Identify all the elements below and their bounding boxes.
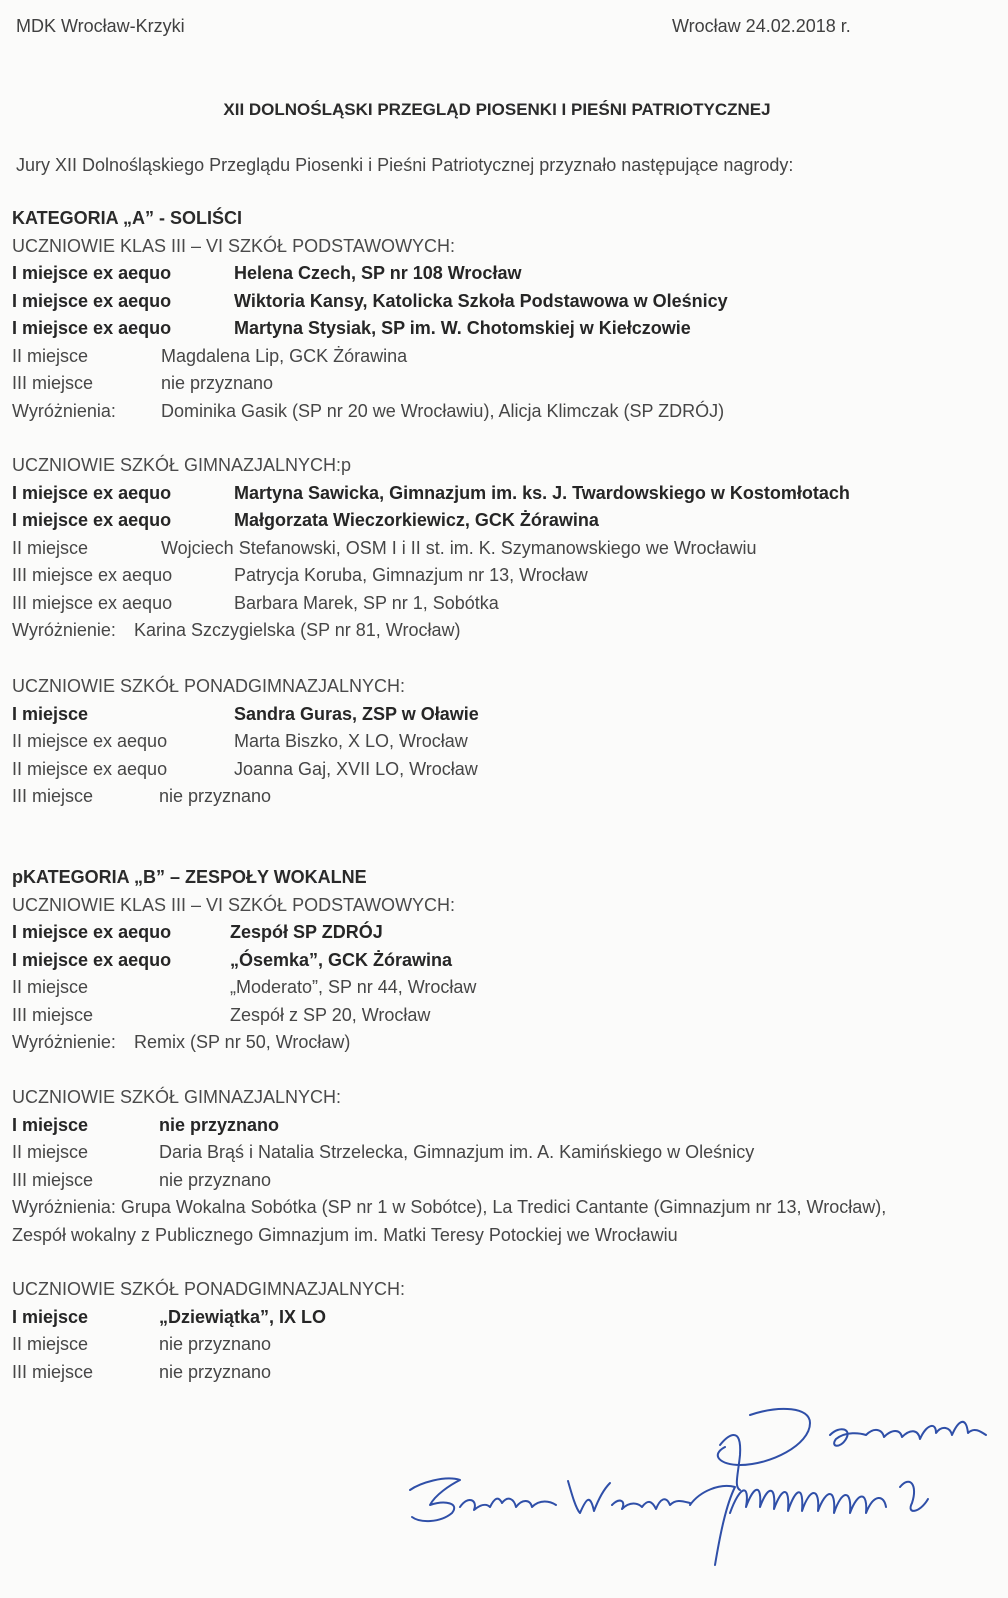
jury-intro: Jury XII Dolnośląskiego Przeglądu Piosenki i Pieśni Patriotycznej przyznało następujące nagrody: — [16, 155, 794, 175]
award-row — [12, 260, 992, 288]
award-label: Wyróżnienie: — [12, 1032, 116, 1052]
award-label: I miejsce ex aequo — [12, 318, 172, 338]
category-b-ponad-section — [12, 1276, 992, 1386]
award-winner: Helena Czech, SP nr 108 Wrocław — [234, 263, 522, 283]
award-winner: „Ósemka”, GCK Żórawina — [230, 949, 453, 970]
award-label: I miejsce — [12, 703, 89, 724]
award-row — [12, 974, 992, 1002]
award-winner: Wojciech Stefanowski, OSM I i II st. im. K. Szymanowskiego we Wrocławiu — [161, 537, 757, 558]
award-label: II miejsce — [12, 1334, 89, 1354]
award-row — [12, 919, 992, 947]
award-winner: nie przyznano — [159, 786, 272, 806]
award-row — [12, 1331, 992, 1359]
award-label: I miejsce ex aequo — [12, 290, 172, 311]
award-label: III miejsce — [12, 1004, 94, 1025]
award-row — [12, 1304, 992, 1332]
award-winner: Barbara Marek, SP nr 1, Sobótka — [234, 592, 499, 613]
award-row — [12, 756, 992, 784]
award-label: I miejsce — [12, 1114, 89, 1135]
award-row — [12, 590, 992, 618]
award-label: II miejsce — [12, 977, 89, 997]
award-label: III miejsce — [12, 373, 94, 393]
award-label: Wyróżnienia: — [12, 400, 116, 421]
award-label: II miejsce ex aequo — [12, 758, 168, 779]
award-winner: Marta Biszko, X LO, Wrocław — [234, 731, 468, 751]
award-row — [12, 370, 992, 398]
place-and-date: Wrocław 24.02.2018 r. — [672, 16, 851, 36]
award-label: I miejsce ex aequo — [12, 949, 172, 970]
award-winner: Magdalena Lip, GCK Żórawina — [161, 345, 408, 366]
award-label: I miejsce ex aequo — [12, 922, 172, 942]
award-winner: Daria Brąś i Natalia Strzelecka, Gimnazjum im. A. Kamińskiego w Oleśnicy — [159, 1142, 755, 1162]
category-b-primary-heading: UCZNIOWIE KLAS III – VI SZKÓŁ PODSTAWOWYCH: — [12, 894, 456, 915]
category-a-title: KATEGORIA „A” - SOLIŚCI — [12, 208, 243, 228]
award-label: II miejsce — [12, 537, 89, 558]
award-winner: Małgorzata Wieczorkiewicz, GCK Żórawina — [234, 510, 599, 530]
award-row — [12, 507, 992, 535]
award-row — [12, 1167, 992, 1195]
award-winner: „Moderato”, SP nr 44, Wrocław — [230, 977, 477, 997]
award-winner: Karina Szczygielska (SP nr 81, Wrocław) — [134, 620, 461, 640]
category-b-gim-section — [12, 1084, 992, 1249]
award-winner: nie przyznano — [161, 373, 274, 393]
distinctions-paragraph: Wyróżnienia: Grupa Wokalna Sobótka (SP nr 1 w Sobótce), La Tredici Cantante (Gimnazjum nr 13, Wrocław), Zespół wokalny z Publicznego Gimnazjum im. Matki Teresy Potockiej we Wrocławiu — [12, 1197, 887, 1245]
category-a-section — [12, 205, 992, 425]
award-winner: Zespół SP ZDRÓJ — [230, 922, 383, 942]
award-row — [12, 535, 992, 563]
award-row — [12, 617, 992, 645]
category-a-gim-heading: UCZNIOWIE SZKÓŁ GIMNAZJALNYCH:p — [12, 455, 352, 475]
award-winner: „Dziewiątka”, IX LO — [159, 1306, 327, 1327]
award-row — [12, 1139, 992, 1167]
award-label: III miejsce ex aequo — [12, 592, 173, 613]
award-row — [12, 1359, 992, 1387]
award-winner: nie przyznano — [159, 1361, 272, 1382]
document-title: XII DOLNOŚLĄSKI PRZEGLĄD PIOSENKI I PIEŚNI PATRIOTYCZNEJ — [223, 100, 771, 119]
organization-name: MDK Wrocław-Krzyki — [16, 16, 185, 36]
award-row — [12, 1002, 992, 1030]
award-row — [12, 728, 992, 756]
award-winner: Joanna Gaj, XVII LO, Wrocław — [234, 758, 478, 779]
signatures-area — [390, 1395, 990, 1593]
award-label: III miejsce — [12, 1361, 94, 1382]
award-winner: Patrycja Koruba, Gimnazjum nr 13, Wrocław — [234, 565, 588, 585]
award-label: I miejsce ex aequo — [12, 263, 172, 283]
award-label: III miejsce — [12, 1169, 94, 1190]
award-label: III miejsce — [12, 786, 94, 806]
award-row — [12, 398, 992, 426]
award-row — [12, 343, 992, 371]
award-row — [12, 480, 992, 508]
award-winner: Dominika Gasik (SP nr 20 we Wrocławiu), Alicja Klimczak (SP ZDRÓJ) — [161, 400, 725, 421]
award-row — [12, 701, 992, 729]
category-a-primary-heading: UCZNIOWIE KLAS III – VI SZKÓŁ PODSTAWOWYCH: — [12, 235, 456, 256]
award-winner: nie przyznano — [159, 1114, 280, 1135]
category-b-section — [12, 864, 992, 1057]
award-row — [12, 783, 992, 811]
category-a-ponad-heading: UCZNIOWIE SZKÓŁ PONADGIMNAZJALNYCH: — [12, 676, 406, 696]
award-label: Wyróżnienie: — [12, 620, 116, 640]
award-winner: nie przyznano — [159, 1334, 272, 1354]
award-row — [12, 315, 992, 343]
award-row — [12, 288, 992, 316]
category-a-gim-section — [12, 452, 992, 645]
award-winner: Martyna Stysiak, SP im. W. Chotomskiej w Kiełczowie — [234, 318, 691, 338]
award-label: II miejsce — [12, 1142, 89, 1162]
award-winner: Wiktoria Kansy, Katolicka Szkoła Podstawowa w Oleśnicy — [234, 290, 728, 311]
award-winner: Zespół z SP 20, Wrocław — [230, 1004, 431, 1025]
award-row — [12, 1112, 992, 1140]
award-winner: nie przyznano — [159, 1169, 272, 1190]
award-winner: Sandra Guras, ZSP w Oławie — [234, 703, 479, 724]
award-label: III miejsce ex aequo — [12, 565, 173, 585]
category-a-ponad-section — [12, 673, 992, 811]
category-b-title: pKATEGORIA „B” – ZESPOŁY WOKALNE — [12, 867, 367, 887]
award-label: I miejsce ex aequo — [12, 510, 172, 530]
award-label: II miejsce ex aequo — [12, 731, 168, 751]
award-label: I miejsce ex aequo — [12, 482, 172, 503]
award-row — [12, 947, 992, 975]
category-b-ponad-heading: UCZNIOWIE SZKÓŁ PONADGIMNAZJALNYCH: — [12, 1279, 406, 1299]
award-row — [12, 562, 992, 590]
handwritten-signatures — [390, 1395, 990, 1593]
award-winner: Martyna Sawicka, Gimnazjum im. ks. J. Twardowskiego w Kostomłotach — [234, 482, 850, 503]
category-b-gim-heading: UCZNIOWIE SZKÓŁ GIMNAZJALNYCH: — [12, 1087, 342, 1107]
award-label: II miejsce — [12, 345, 89, 366]
award-row — [12, 1029, 992, 1057]
award-label: I miejsce — [12, 1306, 89, 1327]
award-winner: Remix (SP nr 50, Wrocław) — [134, 1032, 351, 1052]
